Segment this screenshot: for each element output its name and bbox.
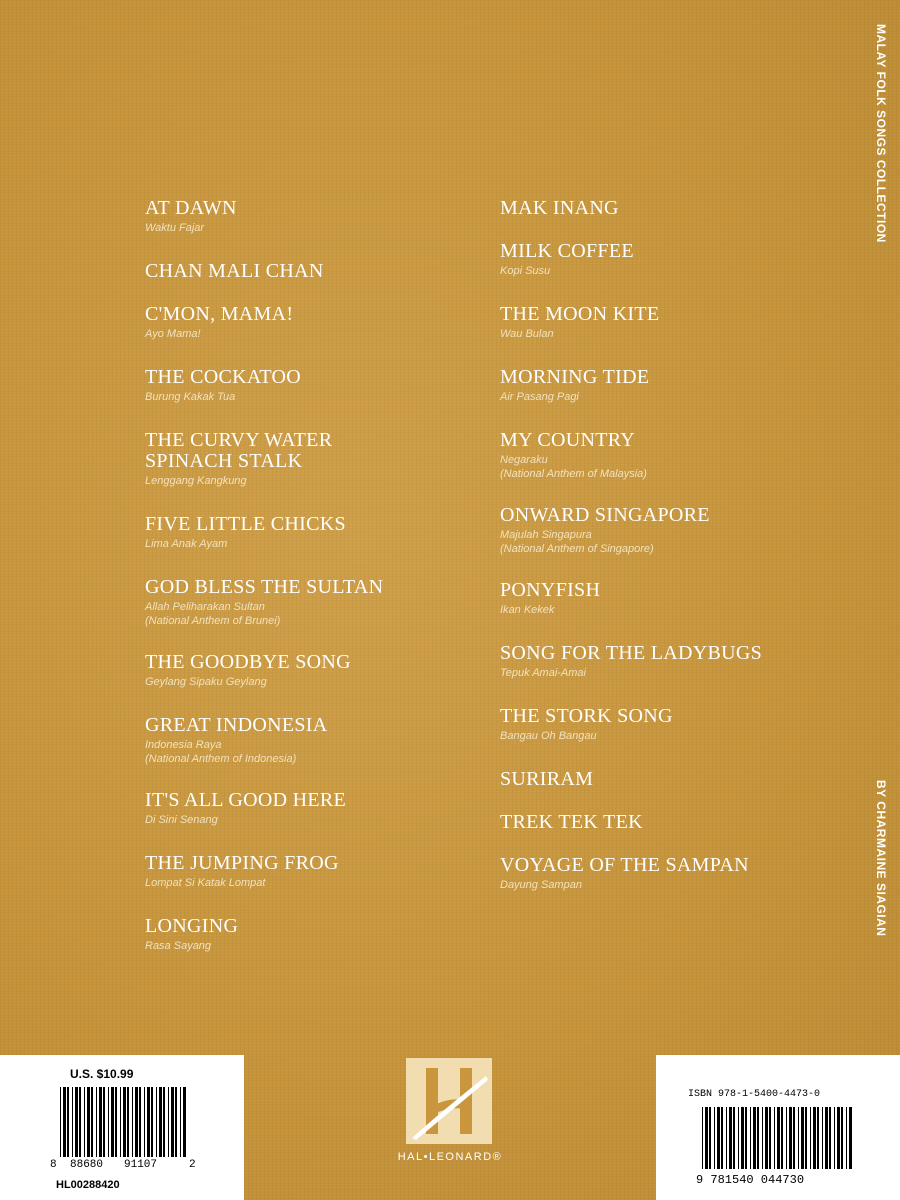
song-entry [145, 198, 475, 235]
song-title: FIVE LITTLE CHICKS [145, 513, 346, 535]
song-subtitle: (National Anthem of Malaysia) [500, 468, 647, 480]
spine-series-title: MALAY FOLK SONGS COLLECTION [874, 24, 888, 243]
publisher-logo [392, 1058, 508, 1178]
barcode-bar [757, 1107, 759, 1169]
song-subtitle: Ikan Kekek [500, 604, 555, 616]
song-title: C'MON, MAMA! [145, 303, 294, 325]
price-barcode-box [0, 1055, 244, 1200]
barcode-bar [108, 1087, 109, 1157]
song-title: ONWARD SINGAPORE [500, 504, 710, 526]
barcode-bar [144, 1087, 145, 1157]
barcode-bar [750, 1107, 751, 1169]
barcode-bar [753, 1107, 756, 1169]
song-subtitle: Dayung Sampan [500, 879, 582, 891]
price-label: U.S. $10.99 [70, 1067, 134, 1081]
upc-digits-group2: 91107 [124, 1159, 158, 1171]
song-title: THE STORK SONG [500, 705, 673, 727]
barcode-bar [829, 1107, 831, 1169]
barcode-bar [151, 1087, 153, 1157]
publisher-name: HAL•LEONARD® [397, 1151, 503, 1163]
song-title: VOYAGE OF THE SAMPAN [500, 854, 749, 876]
barcode-bar [717, 1107, 720, 1169]
barcode-bar [846, 1107, 847, 1169]
song-subtitle: Rasa Sayang [145, 940, 212, 952]
song-subtitle: Burung Kakak Tua [145, 391, 236, 403]
song-subtitle: Air Pasang Pagi [500, 391, 579, 403]
barcode-bar [786, 1107, 787, 1169]
song-subtitle: (National Anthem of Brunei) [145, 615, 281, 627]
upc-barcode [60, 1087, 186, 1165]
song-list-left [145, 198, 475, 979]
song-title: LONGING [145, 915, 239, 937]
barcode-bar [63, 1087, 66, 1157]
song-entry [145, 261, 475, 282]
song-subtitle: Lima Anak Ayam [145, 538, 228, 550]
barcode-bar [115, 1087, 117, 1157]
barcode-bar [849, 1107, 852, 1169]
song-subtitle: Di Sini Senang [145, 814, 218, 826]
barcode-bar [805, 1107, 807, 1169]
barcode-bar [762, 1107, 763, 1169]
spine-author: BY CHARMAINE SIAGIAN [874, 780, 888, 937]
barcode-bar [156, 1087, 157, 1157]
barcode-bar [834, 1107, 835, 1169]
song-entry [145, 577, 475, 628]
isbn-barcode-box [656, 1055, 900, 1200]
isbn-label: ISBN 978-1-5400-4473-0 [688, 1089, 821, 1100]
barcode-bar [702, 1107, 703, 1169]
barcode-bar [127, 1087, 129, 1157]
song-entry [145, 853, 475, 890]
barcode-bar [733, 1107, 735, 1169]
song-title: MY COUNTRY [500, 429, 636, 451]
barcode-bar [709, 1107, 711, 1169]
isbn-barcode [702, 1107, 852, 1169]
barcode-bar [103, 1087, 105, 1157]
song-entry [500, 198, 830, 219]
barcode-bar [837, 1107, 840, 1169]
barcode-bar [183, 1087, 186, 1157]
song-title: MILK COFFEE [500, 240, 634, 262]
song-title: TREK TEK TEK [500, 811, 643, 833]
song-list-right [500, 198, 830, 918]
song-title: THE MOON KITE [500, 303, 660, 325]
barcode-bar [741, 1107, 744, 1169]
barcode-bar [79, 1087, 81, 1157]
barcode-bar [714, 1107, 715, 1169]
barcode-bar [825, 1107, 828, 1169]
song-entry [500, 580, 830, 617]
song-entry [145, 514, 475, 551]
song-subtitle: Waktu Fajar [145, 222, 205, 234]
song-title: GREAT INDONESIA [145, 714, 328, 736]
song-entry [500, 706, 830, 743]
barcode-bar [60, 1087, 61, 1157]
barcode-bar [135, 1087, 138, 1157]
song-subtitle: Indonesia Raya [145, 739, 222, 751]
song-subtitle: Geylang Sipaku Geylang [145, 676, 267, 688]
song-subtitle: Wau Bulan [500, 328, 554, 340]
barcode-bar [120, 1087, 121, 1157]
song-entry [145, 715, 475, 766]
song-subtitle: (National Anthem of Singapore) [500, 543, 654, 555]
barcode-bar [96, 1087, 97, 1157]
barcode-bar [147, 1087, 150, 1157]
song-subtitle: Majulah Singapura [500, 529, 592, 541]
song-entry [500, 769, 830, 790]
song-title: THE CURVY WATER SPINACH STALK [145, 429, 333, 472]
song-title: PONYFISH [500, 579, 601, 601]
barcode-bar [175, 1087, 177, 1157]
barcode-bar [765, 1107, 768, 1169]
barcode-bar [726, 1107, 727, 1169]
barcode-bar [139, 1087, 141, 1157]
song-title: SURIRAM [500, 768, 594, 790]
barcode-bar [171, 1087, 174, 1157]
barcode-bar [163, 1087, 165, 1157]
barcode-bar [75, 1087, 78, 1157]
song-entry [145, 367, 475, 404]
song-title: MORNING TIDE [500, 366, 650, 388]
song-subtitle: Tepuk Amai-Amai [500, 667, 586, 679]
barcode-bar [721, 1107, 723, 1169]
song-entry [500, 812, 830, 833]
upc-digits-group1: 88680 [70, 1159, 104, 1171]
barcode-bar [817, 1107, 819, 1169]
barcode-bar [774, 1107, 775, 1169]
barcode-bar [745, 1107, 747, 1169]
song-subtitle: Bangau Oh Bangau [500, 730, 597, 742]
barcode-bar [781, 1107, 783, 1169]
upc-digit-right: 2 [189, 1159, 196, 1171]
barcode-bar [798, 1107, 799, 1169]
barcode-bar [99, 1087, 102, 1157]
barcode-bar [813, 1107, 816, 1169]
song-subtitle: Lenggang Kangkung [145, 475, 247, 487]
song-title: IT'S ALL GOOD HERE [145, 789, 347, 811]
song-title: THE GOODBYE SONG [145, 651, 351, 673]
barcode-bar [738, 1107, 739, 1169]
song-subtitle: Allah Peliharakan Sultan [145, 601, 265, 613]
song-title: MAK INANG [500, 197, 619, 219]
barcode-bar [810, 1107, 811, 1169]
song-entry [500, 430, 830, 481]
barcode-bar [168, 1087, 169, 1157]
upc-digit-left: 8 [50, 1159, 57, 1171]
song-title: SONG FOR THE LADYBUGS [500, 642, 763, 664]
song-entry [145, 916, 475, 953]
barcode-bar [72, 1087, 73, 1157]
song-entry [500, 304, 830, 341]
isbn-digits: 9 781540 044730 [696, 1173, 805, 1187]
barcode-bar [111, 1087, 114, 1157]
song-entry [500, 643, 830, 680]
barcode-bar [87, 1087, 90, 1157]
song-entry [500, 367, 830, 404]
song-title: CHAN MALI CHAN [145, 260, 324, 282]
barcode-bar [67, 1087, 69, 1157]
song-entry [145, 652, 475, 689]
item-code: HL00288420 [56, 1179, 120, 1191]
song-subtitle: Lompat Si Katak Lompat [145, 877, 266, 889]
song-entry [145, 790, 475, 827]
song-entry [500, 505, 830, 556]
song-title: GOD BLESS THE SULTAN [145, 576, 384, 598]
barcode-bar [159, 1087, 162, 1157]
barcode-bar [769, 1107, 771, 1169]
hal-leonard-logo-icon [406, 1058, 492, 1144]
song-title: AT DAWN [145, 197, 237, 219]
barcode-bar [822, 1107, 823, 1169]
barcode-bar [841, 1107, 843, 1169]
barcode-bar [705, 1107, 708, 1169]
song-title: THE COCKATOO [145, 366, 302, 388]
barcode-bar [180, 1087, 181, 1157]
song-entry [500, 855, 830, 892]
song-subtitle: Kopi Susu [500, 265, 551, 277]
barcode-bar [132, 1087, 133, 1157]
barcode-bar [777, 1107, 780, 1169]
song-entry [145, 430, 475, 488]
song-subtitle: Negaraku [500, 454, 548, 466]
barcode-bar [729, 1107, 732, 1169]
barcode-bar [793, 1107, 795, 1169]
barcode-bar [789, 1107, 792, 1169]
song-entry [500, 241, 830, 278]
barcode-bar [91, 1087, 93, 1157]
barcode-bar [123, 1087, 126, 1157]
song-subtitle: (National Anthem of Indonesia) [145, 753, 297, 765]
song-subtitle: Ayo Mama! [145, 328, 201, 340]
song-entry [145, 304, 475, 341]
barcode-bar [801, 1107, 804, 1169]
song-title: THE JUMPING FROG [145, 852, 339, 874]
barcode-bar [84, 1087, 85, 1157]
